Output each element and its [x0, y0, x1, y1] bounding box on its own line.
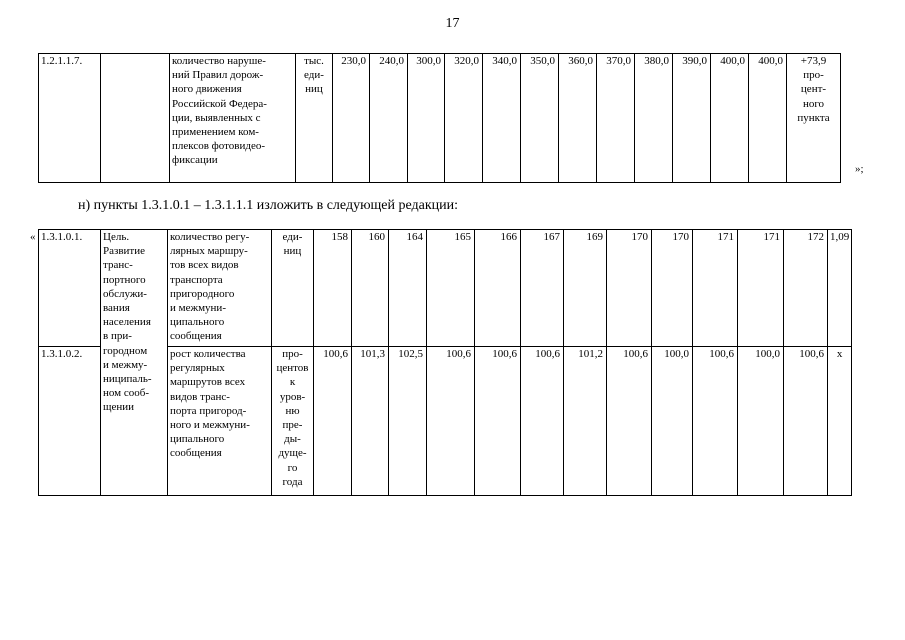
- value-cell: [521, 54, 559, 183]
- goal-line: в при-: [103, 330, 132, 343]
- value-cell: [673, 54, 711, 183]
- value-cell: [427, 230, 475, 347]
- unit-line: ню: [285, 404, 300, 417]
- indicator-code-cell: [39, 54, 101, 183]
- value-text: 240,0: [379, 55, 404, 67]
- value-cell: [559, 54, 597, 183]
- goal-line: и межму-: [103, 358, 148, 371]
- unit-line: тыс.: [304, 55, 324, 67]
- value-text: 102,5: [398, 348, 423, 360]
- value-text: 158: [331, 231, 348, 243]
- change-line: пункта: [797, 111, 830, 124]
- value-text: 100,6: [323, 348, 348, 360]
- change-cell: [828, 230, 852, 347]
- value-text: 380,0: [644, 55, 669, 67]
- value-text: 350,0: [530, 55, 555, 67]
- indicator-name-line: количество регу-: [170, 231, 250, 243]
- value-cell: [693, 230, 738, 347]
- indicator-name-line: видов транс-: [170, 390, 230, 403]
- goal-line: населения: [103, 316, 151, 329]
- indicator-name-line: ного движения: [172, 83, 242, 96]
- value-cell: [564, 347, 607, 496]
- indicator-name-line: сообщения: [170, 330, 222, 343]
- indicator-name-line: рост количества: [170, 348, 246, 360]
- change-text: х: [836, 348, 843, 360]
- value-cell: [749, 54, 787, 183]
- unit-line: про-: [282, 348, 303, 360]
- value-text: 100,0: [755, 348, 780, 360]
- value-cell: [408, 54, 445, 183]
- indicator-name-line: пригородного: [170, 287, 235, 300]
- value-text: 100,6: [446, 348, 471, 360]
- value-cell: [475, 347, 521, 496]
- indicator-name-line: регулярных: [170, 362, 225, 375]
- change-cell: [787, 54, 841, 183]
- value-cell: [784, 347, 828, 496]
- indicator-name-line: ципального: [170, 433, 225, 446]
- value-text: 167: [543, 231, 560, 243]
- indicator-code: 1.3.1.0.1.: [41, 231, 83, 243]
- value-text: 320,0: [454, 55, 479, 67]
- value-cell: [738, 347, 784, 496]
- indicator-name-line: ципального: [170, 316, 225, 329]
- value-text: 370,0: [606, 55, 631, 67]
- indicator-code: 1.2.1.1.7.: [41, 55, 83, 67]
- unit-line: еди-: [282, 231, 303, 243]
- indicator-code: 1.3.1.0.2.: [41, 348, 83, 360]
- value-cell: [445, 54, 483, 183]
- value-cell: [652, 347, 693, 496]
- unit-line: пре-: [282, 419, 303, 432]
- table-row: [39, 230, 852, 347]
- value-text: 166: [500, 231, 517, 243]
- value-cell: [352, 347, 389, 496]
- change-text: 1,09: [830, 231, 850, 243]
- change-line: +73,9: [800, 55, 827, 67]
- value-text: 170: [672, 231, 689, 243]
- indicator-name-line: количество наруше-: [172, 55, 266, 67]
- value-cell: [738, 230, 784, 347]
- opening-quote-mark: «: [30, 231, 36, 243]
- value-text: 100,0: [664, 348, 689, 360]
- indicator-name-line: плексов фотовидео-: [172, 140, 266, 153]
- value-cell: [597, 54, 635, 183]
- goal-line: обслужи-: [103, 287, 147, 300]
- goal-line: вания: [103, 302, 130, 315]
- value-text: 390,0: [682, 55, 707, 67]
- value-cell: [607, 347, 652, 496]
- indicator-name-line: ного и межмуни-: [170, 419, 250, 432]
- closing-quote-mark: »;: [855, 163, 864, 175]
- unit-cell: [272, 230, 314, 347]
- value-text: 360,0: [568, 55, 593, 67]
- value-text: 100,6: [492, 348, 517, 360]
- unit-line: ды-: [284, 433, 301, 446]
- indicator-name-line: ции, выявленных с: [172, 111, 261, 124]
- unit-line: ниц: [305, 83, 323, 96]
- value-text: 171: [717, 231, 734, 243]
- value-cell: [711, 54, 749, 183]
- goal-line: щении: [103, 401, 135, 414]
- amendment-intro-text: н) пункты 1.3.1.0.1 – 1.3.1.1.1 изложить в следующей редакции:: [78, 198, 459, 213]
- value-cell: [635, 54, 673, 183]
- goal-cell: [101, 230, 168, 496]
- indicator-name-line: тов всех видов: [170, 259, 239, 272]
- value-text: 340,0: [492, 55, 517, 67]
- table-row: [39, 54, 841, 183]
- value-text: 400,0: [758, 55, 783, 67]
- value-text: 171: [763, 231, 780, 243]
- unit-line: года: [282, 475, 303, 488]
- unit-cell: [272, 347, 314, 496]
- change-line: про-: [803, 69, 824, 82]
- table-targets-1-3: [38, 229, 852, 496]
- indicator-name-cell: [168, 347, 272, 496]
- value-cell: [564, 230, 607, 347]
- goal-line: портного: [103, 273, 146, 286]
- value-cell: [607, 230, 652, 347]
- change-cell: [828, 347, 852, 496]
- value-text: 101,3: [360, 348, 385, 360]
- value-text: 230,0: [341, 55, 366, 67]
- goal-line: городном: [103, 344, 148, 357]
- value-cell: [475, 230, 521, 347]
- change-line: цент-: [800, 83, 827, 96]
- value-cell: [370, 54, 408, 183]
- indicator-name-line: транспорта: [170, 273, 223, 286]
- value-text: 100,6: [535, 348, 560, 360]
- change-line: ного: [802, 97, 825, 110]
- indicator-name-line: лярных маршру-: [170, 245, 248, 258]
- indicator-name-line: сообщения: [170, 447, 222, 460]
- value-cell: [333, 54, 370, 183]
- value-cell: [314, 347, 352, 496]
- value-text: 101,2: [578, 348, 603, 360]
- indicator-name-cell: [168, 230, 272, 347]
- indicator-name-line: порта пригород-: [170, 404, 247, 417]
- indicator-name-line: ний Правил дорож-: [172, 69, 264, 82]
- value-cell: [784, 230, 828, 347]
- page-number: 17: [445, 16, 460, 31]
- unit-line: центов: [276, 362, 309, 375]
- indicator-name-line: маршрутов всех: [170, 376, 246, 389]
- table-targets-1-2: [38, 53, 841, 183]
- value-cell: [352, 230, 389, 347]
- indicator-name-line: Российской Федера-: [172, 97, 267, 110]
- unit-line: уров-: [279, 390, 306, 403]
- indicator-name-line: применением ком-: [172, 126, 259, 139]
- goal-cell: [101, 54, 170, 183]
- unit-line: дуще-: [278, 447, 307, 460]
- unit-line: ниц: [283, 245, 302, 258]
- indicator-name-line: фиксации: [172, 154, 218, 167]
- value-text: 172: [807, 231, 824, 243]
- value-text: 170: [631, 231, 648, 243]
- goal-line: ном сооб-: [103, 387, 150, 400]
- value-text: 400,0: [720, 55, 745, 67]
- value-cell: [389, 230, 427, 347]
- value-cell: [483, 54, 521, 183]
- value-cell: [521, 230, 564, 347]
- value-cell: [652, 230, 693, 347]
- indicator-name-line: и межмуни-: [170, 302, 226, 315]
- unit-line: го: [287, 461, 298, 474]
- goal-line: Развитие: [103, 245, 146, 258]
- unit-line: еди-: [304, 69, 324, 82]
- value-cell: [314, 230, 352, 347]
- value-text: 164: [406, 231, 423, 243]
- value-text: 100,6: [799, 348, 824, 360]
- value-text: 300,0: [416, 55, 441, 67]
- indicator-code-cell: [39, 230, 101, 347]
- value-cell: [693, 347, 738, 496]
- unit-cell: [296, 54, 333, 183]
- value-text: 160: [368, 231, 385, 243]
- value-text: 165: [454, 231, 471, 243]
- value-text: 169: [586, 231, 603, 243]
- unit-line: к: [289, 376, 296, 389]
- value-cell: [521, 347, 564, 496]
- value-cell: [427, 347, 475, 496]
- goal-line: транс-: [103, 259, 133, 272]
- goal-line: ниципаль-: [103, 373, 152, 386]
- value-cell: [389, 347, 427, 496]
- value-text: 100,6: [623, 348, 648, 360]
- value-text: 100,6: [709, 348, 734, 360]
- indicator-name-cell: [170, 54, 296, 183]
- indicator-code-cell: [39, 347, 101, 496]
- goal-line: Цель.: [103, 231, 130, 243]
